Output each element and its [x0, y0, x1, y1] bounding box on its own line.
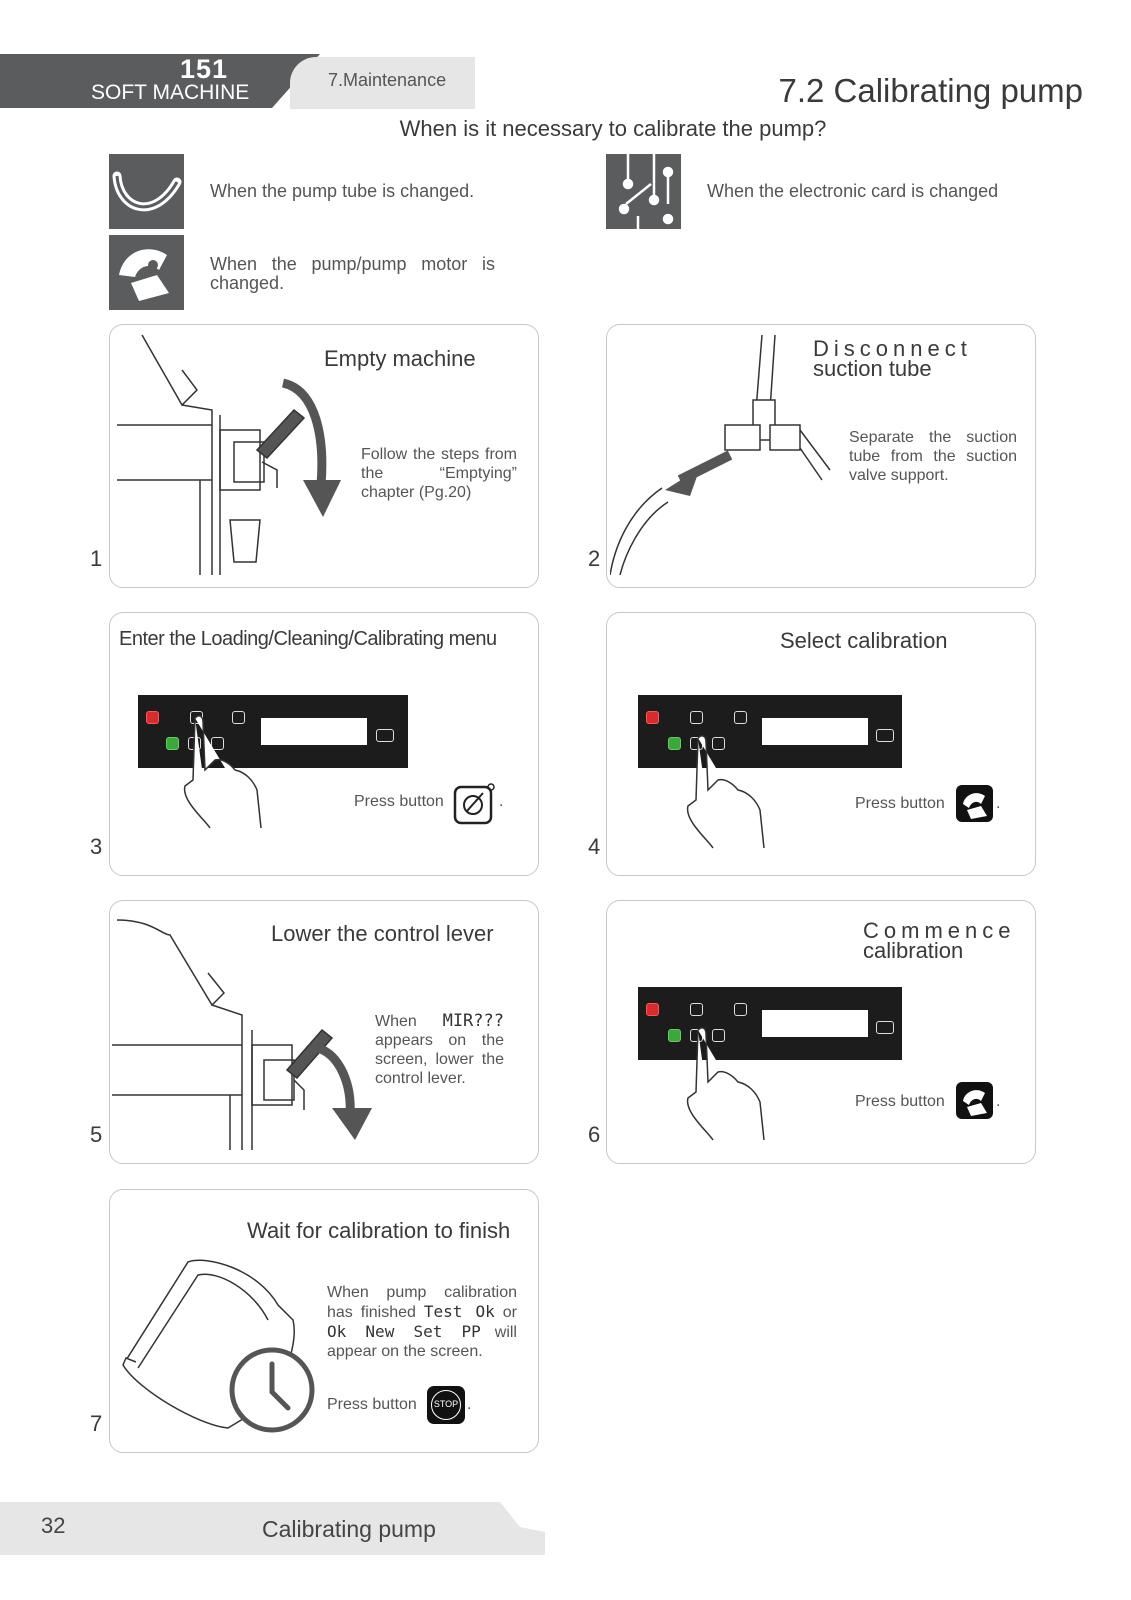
cleaning-button[interactable] — [690, 711, 703, 724]
reason-electronic-card: When the electronic card is changed — [707, 181, 999, 201]
step-description: Separate the suction tube from the suction valve support. — [849, 429, 1017, 484]
stop-button[interactable] — [646, 711, 659, 724]
hand-pointer-icon — [678, 730, 768, 850]
machine-illustration — [112, 905, 342, 1155]
cleaning-button[interactable] — [690, 1003, 703, 1016]
reason-pump-motor: When the pump/pump motor is changed. — [210, 254, 495, 293]
pump-tube-icon — [109, 154, 184, 229]
press-button-text: Press button — [327, 1396, 417, 1413]
clock-icon — [228, 1346, 316, 1434]
suction-tube-illustration — [610, 330, 850, 580]
step-description: When pump calibration has finished Test Ok or Ok New Set PP will appear on the screen. — [327, 1284, 517, 1360]
electronic-card-icon — [606, 154, 681, 229]
reason-pump-tube: When the pump tube is changed. — [210, 181, 475, 201]
step-title: Empty machine — [324, 346, 476, 371]
display-screen — [261, 718, 367, 745]
step-description: When MIR??? appears on the screen, lower the control lever. — [375, 1011, 504, 1087]
page-number: 32 — [41, 1513, 66, 1538]
step-title-line2: calibration — [863, 938, 964, 963]
step-description: Follow the steps from the “Emptying” chapter (Pg.20) — [361, 446, 517, 501]
stop-button[interactable] — [646, 1003, 659, 1016]
footer-title: Calibrating pump — [262, 1516, 436, 1542]
step-number: 6 — [588, 1122, 601, 1147]
model-number: 151 — [180, 54, 229, 84]
model-name: SOFT MACHINE — [91, 81, 250, 104]
step-number: 4 — [588, 834, 601, 859]
cleaning-button-icon — [453, 783, 495, 825]
pump-motor-icon — [109, 235, 184, 310]
arrow-down-icon — [275, 375, 355, 525]
step-title: Wait for calibration to finish — [247, 1218, 511, 1243]
stop-button-icon: STOP — [427, 1386, 465, 1424]
hand-pointer-icon — [678, 1022, 768, 1142]
calibration-button-icon — [955, 784, 995, 824]
step-title-line1: Disconnect — [813, 336, 972, 361]
step-title: Lower the control lever — [271, 921, 494, 946]
mix-button[interactable] — [376, 729, 394, 742]
display-screen — [762, 1010, 868, 1037]
page-title: 7.2 Calibrating pump — [778, 72, 1083, 109]
step-number: 3 — [90, 834, 103, 859]
step-number: 2 — [588, 546, 601, 571]
mix-button[interactable] — [876, 1021, 894, 1034]
step-title: Select calibration — [780, 628, 948, 653]
press-button-text: Press button — [354, 793, 444, 810]
step-number: 1 — [90, 546, 103, 571]
press-button-text: Press button — [855, 1093, 945, 1110]
step-title: Enter the Loading/Cleaning/Calibrating menu — [119, 628, 497, 650]
display-screen — [762, 718, 868, 745]
temperature-button[interactable] — [734, 1003, 747, 1016]
calibration-button-icon — [955, 1081, 995, 1121]
step-number: 7 — [90, 1411, 103, 1436]
section-label: 7.Maintenance — [328, 70, 447, 90]
step-title-line1: Commence — [863, 918, 1016, 943]
hand-pointer-icon — [175, 710, 265, 830]
press-button-text: Press button — [855, 795, 945, 812]
temperature-button[interactable] — [734, 711, 747, 724]
step-title-line2: suction tube — [813, 356, 932, 381]
question-heading: When is it necessary to calibrate the pump? — [399, 116, 827, 141]
mix-button[interactable] — [876, 729, 894, 742]
stop-button[interactable] — [146, 711, 159, 724]
step-number: 5 — [90, 1122, 103, 1147]
